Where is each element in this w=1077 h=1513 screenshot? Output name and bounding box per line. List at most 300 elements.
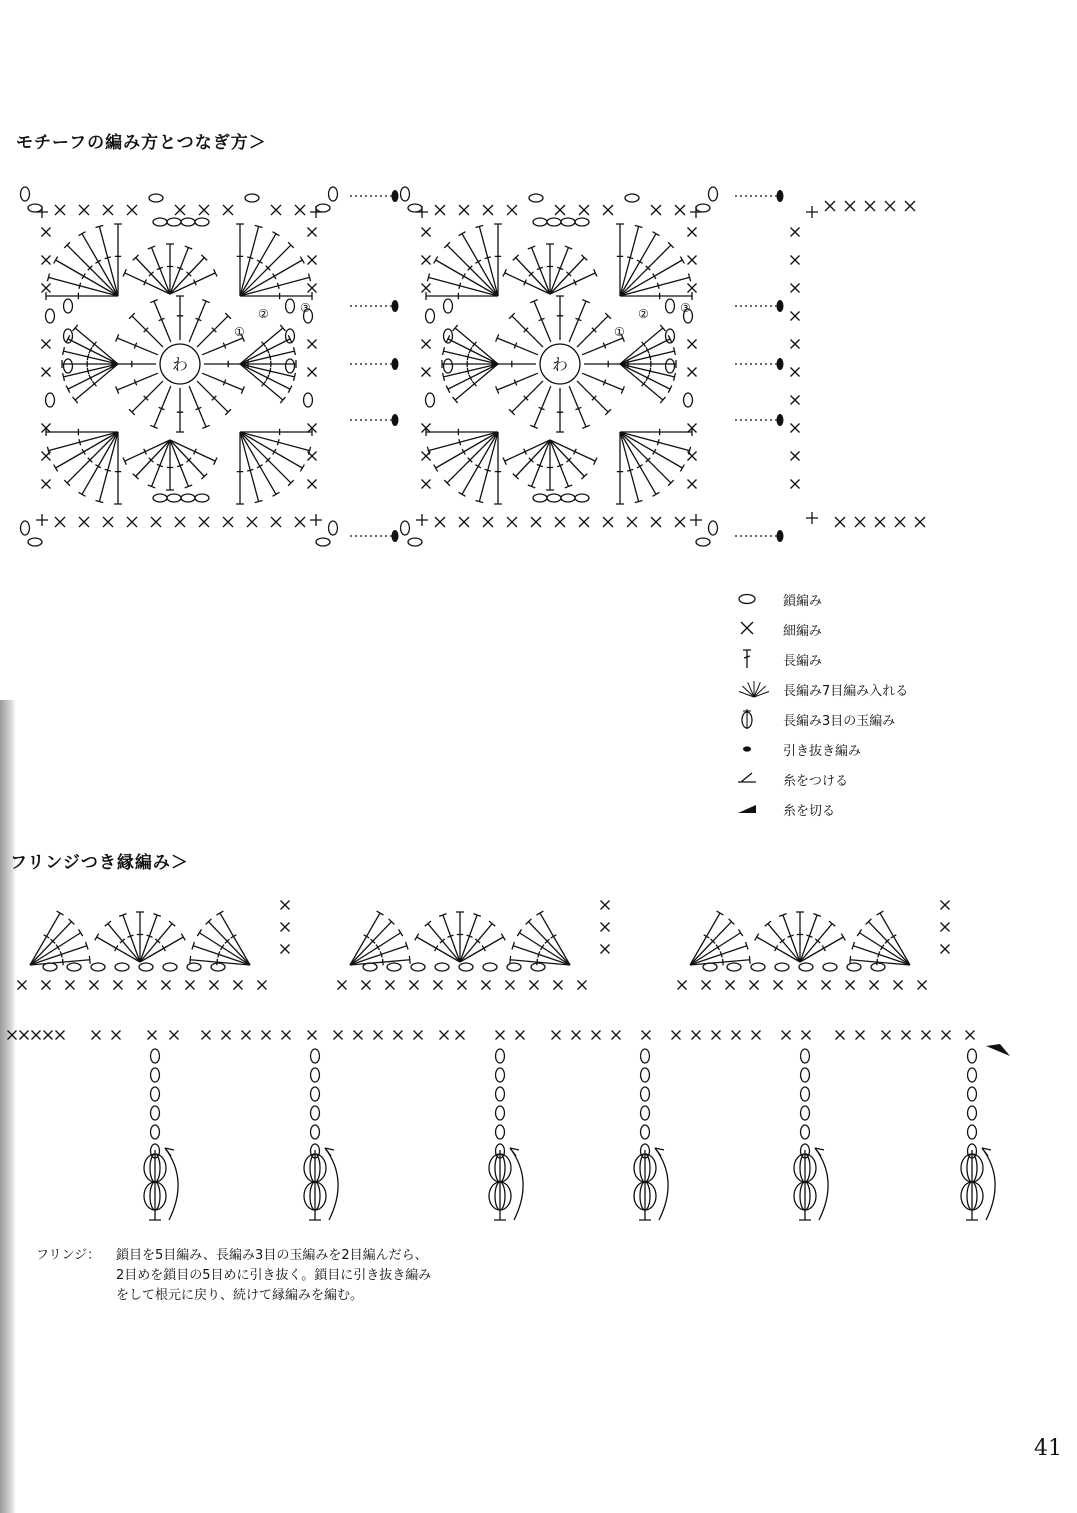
single-crochet	[552, 1031, 561, 1040]
double-crochet	[569, 300, 590, 342]
single-crochet	[601, 923, 610, 932]
chain-stitch	[575, 218, 589, 226]
slip-stitch	[777, 530, 784, 542]
single-crochet	[672, 1031, 681, 1040]
single-crochet	[572, 1031, 581, 1040]
double-crochet	[148, 440, 170, 488]
single-crochet	[791, 256, 800, 265]
single-crochet	[308, 368, 317, 377]
chain-stitch	[968, 1068, 977, 1082]
double-crochet	[503, 440, 550, 465]
single-crochet	[791, 340, 800, 349]
chain-stitch	[799, 963, 813, 971]
single-crochet	[42, 256, 51, 265]
double-crochet	[765, 921, 800, 962]
slip-stitch	[392, 358, 399, 370]
single-crochet	[554, 981, 563, 990]
single-crochet	[579, 517, 589, 527]
chain-stitch	[211, 963, 225, 971]
fringe-note-lead: フリンジ：	[36, 1248, 101, 1263]
double-crochet	[140, 921, 175, 962]
double-crochet	[496, 373, 538, 394]
single-crochet	[895, 517, 905, 527]
chain-stitch	[641, 1087, 650, 1101]
single-crochet	[308, 1031, 317, 1040]
double-crochet	[170, 269, 217, 294]
magic-ring-label: わ	[171, 355, 189, 374]
chain-stitch	[151, 1068, 160, 1082]
single-crochet	[459, 517, 469, 527]
single-crochet	[966, 1031, 975, 1040]
double-crochet	[550, 440, 597, 465]
single-crochet	[308, 228, 317, 237]
chain-stitch-icon	[735, 587, 773, 611]
single-crochet	[870, 981, 879, 990]
chain-stitch	[444, 299, 453, 313]
chain-stitch	[115, 963, 129, 971]
chain-stitch	[411, 963, 425, 971]
legend-item	[735, 797, 995, 827]
magic-ring-label: わ	[551, 355, 569, 374]
single-crochet	[918, 981, 927, 990]
single-crochet	[530, 981, 539, 990]
single-crochet	[885, 201, 895, 211]
single-crochet	[905, 201, 915, 211]
chain-stitch	[401, 521, 410, 535]
single-crochet	[507, 205, 517, 215]
chain-stitch	[496, 1125, 505, 1139]
single-crochet	[601, 945, 610, 954]
chain-stitch	[151, 1125, 160, 1139]
direction-arrow-head	[165, 1148, 174, 1156]
direction-arrow	[325, 1148, 338, 1220]
double-crochet	[133, 440, 170, 479]
double-crochet	[513, 440, 550, 479]
chain-stitch	[684, 393, 693, 407]
double-crochet	[170, 246, 192, 294]
double-crochet	[496, 334, 538, 355]
single-crochet	[308, 284, 317, 293]
single-crochet	[688, 340, 697, 349]
double-crochet	[800, 921, 835, 962]
chain-stitch	[408, 204, 422, 212]
join-mark	[416, 206, 428, 218]
double-crochet	[800, 914, 821, 962]
step-label: ①	[614, 325, 625, 339]
legend-label: 糸をつける	[783, 774, 849, 789]
double-crochet	[503, 269, 550, 294]
chain-stitch	[46, 309, 55, 323]
step-label: ②	[258, 307, 269, 321]
legend-item	[735, 737, 995, 767]
chain-stitch	[195, 218, 209, 226]
single-crochet	[127, 517, 137, 527]
single-crochet	[55, 205, 65, 215]
chain-stitch	[426, 393, 435, 407]
legend-label: 長編み7目編み入れる	[783, 684, 909, 699]
slip-stitch	[777, 190, 784, 202]
double-crochet	[537, 911, 570, 965]
slip-stitch	[392, 300, 399, 312]
double-crochet	[550, 269, 597, 294]
fan-7-dc-icon	[735, 677, 773, 701]
single-crochet	[612, 1031, 621, 1040]
chain-stitch	[46, 393, 55, 407]
single-crochet	[835, 517, 845, 527]
chain-stitch	[533, 218, 547, 226]
single-crochet	[271, 517, 281, 527]
double-crochet	[140, 914, 161, 962]
double-crochet	[350, 929, 403, 965]
single-crochet	[678, 981, 687, 990]
single-crochet	[496, 1031, 505, 1040]
double-crochet	[530, 300, 551, 342]
step-label: ②	[638, 307, 649, 321]
double-crochet	[577, 313, 611, 347]
chain-stitch	[286, 359, 295, 373]
single-crochet	[202, 1031, 211, 1040]
single-crochet	[791, 368, 800, 377]
double-crochet	[582, 373, 624, 394]
chain-stitch	[426, 309, 435, 323]
single-crochet	[791, 284, 800, 293]
chain-stitch	[575, 494, 589, 502]
chain-stitch	[163, 963, 177, 971]
double-crochet	[755, 934, 800, 962]
double-crochet	[66, 335, 118, 364]
single-crochet	[66, 981, 75, 990]
double-crochet	[550, 246, 572, 294]
double-crochet	[460, 921, 495, 962]
double-crochet-icon	[735, 647, 773, 671]
single-crochet	[732, 1031, 741, 1040]
chain-stitch	[801, 1125, 810, 1139]
double-crochet	[95, 934, 140, 962]
chain-stitch	[641, 1068, 650, 1082]
direction-arrow-head	[510, 1148, 519, 1156]
chain-stitch	[245, 194, 259, 202]
single-crochet	[199, 205, 209, 215]
double-crochet	[116, 334, 158, 355]
chain-stitch	[459, 963, 473, 971]
chain-stitch	[751, 963, 765, 971]
single-crochet	[422, 256, 431, 265]
chain-stitch	[709, 521, 718, 535]
single-crochet	[414, 1031, 423, 1040]
single-crochet	[103, 205, 113, 215]
direction-arrow-head	[815, 1148, 824, 1156]
chain-stitch	[641, 1125, 650, 1139]
motif-section-heading: モチーフの編み方とつなぎ方＞	[16, 133, 267, 153]
slip-stitch-icon	[735, 737, 773, 761]
chain-stitch	[529, 194, 543, 202]
chain-stitch	[311, 1125, 320, 1139]
slip-stitch	[392, 414, 399, 426]
double-crochet	[857, 929, 910, 965]
chain-stitch	[666, 359, 675, 373]
fringe	[634, 1049, 668, 1220]
single-crochet	[20, 1031, 29, 1040]
chain-stitch	[167, 494, 181, 502]
chain-stitch	[561, 494, 575, 502]
single-crochet	[483, 205, 493, 215]
join-mark	[310, 206, 322, 218]
stitch-legend	[735, 587, 995, 827]
single-crochet	[44, 1031, 53, 1040]
legend-label: 鎖編み	[783, 594, 823, 609]
double-crochet	[133, 255, 170, 294]
single-crochet	[422, 228, 431, 237]
single-crochet-icon	[735, 617, 773, 641]
double-crochet	[150, 300, 171, 342]
double-crochet	[140, 934, 185, 962]
double-crochet	[189, 300, 210, 342]
single-crochet	[802, 1031, 811, 1040]
double-crochet	[530, 386, 551, 428]
single-crochet	[435, 205, 445, 215]
chain-stitch	[496, 1049, 505, 1063]
single-crochet	[55, 517, 65, 527]
single-crochet	[688, 228, 697, 237]
single-crochet	[555, 205, 565, 215]
single-crochet	[750, 981, 759, 990]
single-crochet	[422, 368, 431, 377]
single-crochet	[103, 517, 113, 527]
chain-stitch	[801, 1087, 810, 1101]
chain-stitch	[153, 494, 167, 502]
single-crochet	[902, 1031, 911, 1040]
chain-stitch	[801, 1106, 810, 1120]
chain-stitch	[329, 187, 338, 201]
single-crochet	[282, 1031, 291, 1040]
single-crochet	[688, 368, 697, 377]
join-mark	[36, 514, 48, 526]
chain-stitch	[286, 299, 295, 313]
single-crochet	[18, 981, 27, 990]
single-crochet	[308, 256, 317, 265]
single-crochet	[114, 981, 123, 990]
chain-stitch	[496, 1087, 505, 1101]
step-label: ③	[300, 301, 311, 315]
single-crochet	[822, 981, 831, 990]
chain-stitch	[311, 1106, 320, 1120]
chain-stitch	[316, 538, 330, 546]
fringe-note-line: をして根元に戻り、続けて縁編みを編む。	[116, 1288, 364, 1303]
direction-arrow	[982, 1148, 995, 1220]
double-crochet	[439, 914, 460, 962]
double-crochet	[150, 386, 171, 428]
double-crochet	[170, 440, 207, 479]
chain-stitch	[187, 963, 201, 971]
double-crochet	[116, 373, 158, 394]
double-crochet	[30, 942, 88, 965]
double-crochet	[240, 335, 292, 364]
single-crochet	[578, 981, 587, 990]
double-crochet	[513, 255, 550, 294]
slip-stitch	[777, 358, 784, 370]
double-crochet	[877, 911, 910, 965]
chain-stitch	[151, 1087, 160, 1101]
direction-arrow	[655, 1148, 668, 1220]
chain-stitch	[625, 194, 639, 202]
single-crochet	[42, 480, 51, 489]
double-crochet	[350, 911, 383, 965]
chain-stitch	[91, 963, 105, 971]
slip-stitch	[392, 530, 399, 542]
single-crochet	[242, 1031, 251, 1040]
bobble-3-dc-icon	[735, 707, 773, 731]
single-crochet	[199, 517, 209, 527]
chain-stitch	[533, 494, 547, 502]
single-crochet	[791, 228, 800, 237]
single-crochet	[223, 205, 233, 215]
double-crochet	[66, 364, 118, 393]
legend-item	[735, 647, 995, 677]
step-label: ①	[234, 325, 245, 339]
chain-stitch	[329, 521, 338, 535]
step-label: ③	[680, 301, 691, 315]
chain-stitch	[181, 494, 195, 502]
double-crochet	[517, 929, 570, 965]
double-crochet	[129, 381, 163, 415]
chain-stitch	[401, 187, 410, 201]
chain-stitch	[195, 494, 209, 502]
single-crochet	[79, 517, 89, 527]
chain-stitch	[775, 963, 789, 971]
single-crochet	[688, 256, 697, 265]
single-crochet	[374, 1031, 383, 1040]
chain-stitch	[871, 963, 885, 971]
chain-stitch	[435, 963, 449, 971]
single-crochet	[42, 981, 51, 990]
single-crochet	[92, 1031, 101, 1040]
legend-item	[735, 677, 995, 707]
chain-stitch	[408, 538, 422, 546]
double-crochet	[569, 386, 590, 428]
single-crochet	[642, 1031, 651, 1040]
double-crochet	[202, 373, 244, 394]
single-crochet	[422, 284, 431, 293]
single-crochet	[281, 901, 290, 910]
chain-stitch	[727, 963, 741, 971]
single-crochet	[675, 517, 685, 527]
single-crochet	[295, 517, 305, 527]
single-crochet	[281, 923, 290, 932]
join-mark	[806, 206, 818, 218]
double-crochet	[528, 246, 550, 294]
single-crochet	[579, 205, 589, 215]
double-crochet	[123, 269, 170, 294]
single-crochet	[42, 284, 51, 293]
direction-arrow	[510, 1148, 523, 1220]
single-crochet	[601, 901, 610, 910]
chain-stitch	[531, 963, 545, 971]
double-crochet	[197, 929, 250, 965]
double-crochet	[690, 942, 748, 965]
fringe	[489, 1049, 523, 1220]
direction-arrow	[165, 1148, 178, 1220]
chain-stitch	[696, 538, 710, 546]
chain-stitch	[149, 194, 163, 202]
single-crochet	[8, 1031, 17, 1040]
double-crochet	[30, 929, 83, 965]
chain-stitch	[311, 1049, 320, 1063]
double-crochet	[112, 360, 156, 368]
single-crochet	[262, 1031, 271, 1040]
single-crochet	[865, 201, 875, 211]
join-mark	[806, 512, 818, 524]
single-crochet	[915, 517, 925, 527]
single-crochet	[507, 517, 517, 527]
single-crochet	[692, 1031, 701, 1040]
single-crochet	[308, 340, 317, 349]
chain-stitch	[311, 1087, 320, 1101]
double-crochet	[556, 296, 564, 340]
join-strip	[350, 190, 925, 542]
chain-stitch	[64, 299, 73, 313]
direction-arrow	[815, 1148, 828, 1220]
chain-stitch	[547, 494, 561, 502]
slip-stitch	[777, 300, 784, 312]
single-crochet	[752, 1031, 761, 1040]
legend-label: 糸を切る	[783, 804, 836, 819]
double-crochet	[30, 956, 90, 966]
single-crochet	[774, 981, 783, 990]
single-crochet	[791, 452, 800, 461]
legend-label: 引き抜き編み	[783, 744, 862, 759]
single-crochet	[555, 517, 565, 527]
single-crochet	[308, 480, 317, 489]
double-crochet	[550, 255, 587, 294]
fringe	[794, 1049, 828, 1220]
double-crochet	[690, 956, 750, 966]
chain-stitch	[387, 963, 401, 971]
single-crochet	[506, 981, 515, 990]
chain-stitch	[444, 359, 453, 373]
fringe	[961, 1049, 995, 1220]
single-crochet	[856, 1031, 865, 1040]
chain-stitch	[21, 187, 30, 201]
single-crochet	[675, 205, 685, 215]
join-mark	[690, 514, 702, 526]
double-crochet	[460, 934, 505, 962]
double-crochet	[550, 440, 587, 479]
single-crochet	[688, 480, 697, 489]
single-crochet	[846, 981, 855, 990]
double-crochet	[170, 440, 217, 465]
double-crochet	[446, 335, 498, 364]
single-crochet	[651, 205, 661, 215]
chain-stitch	[181, 218, 195, 226]
double-crochet	[170, 255, 207, 294]
single-crochet	[186, 981, 195, 990]
chain-stitch	[153, 218, 167, 226]
chain-stitch	[43, 963, 57, 971]
chain-stitch	[507, 963, 521, 971]
chain-stitch	[801, 1049, 810, 1063]
chain-stitch	[139, 963, 153, 971]
single-crochet	[592, 1031, 601, 1040]
chain-stitch	[561, 218, 575, 226]
single-crochet	[334, 1031, 343, 1040]
single-crochet	[354, 1031, 363, 1040]
single-crochet	[782, 1031, 791, 1040]
single-crochet	[440, 1031, 449, 1040]
single-crochet	[941, 923, 950, 932]
single-crochet	[42, 228, 51, 237]
single-crochet	[825, 201, 835, 211]
double-crochet	[119, 914, 140, 962]
